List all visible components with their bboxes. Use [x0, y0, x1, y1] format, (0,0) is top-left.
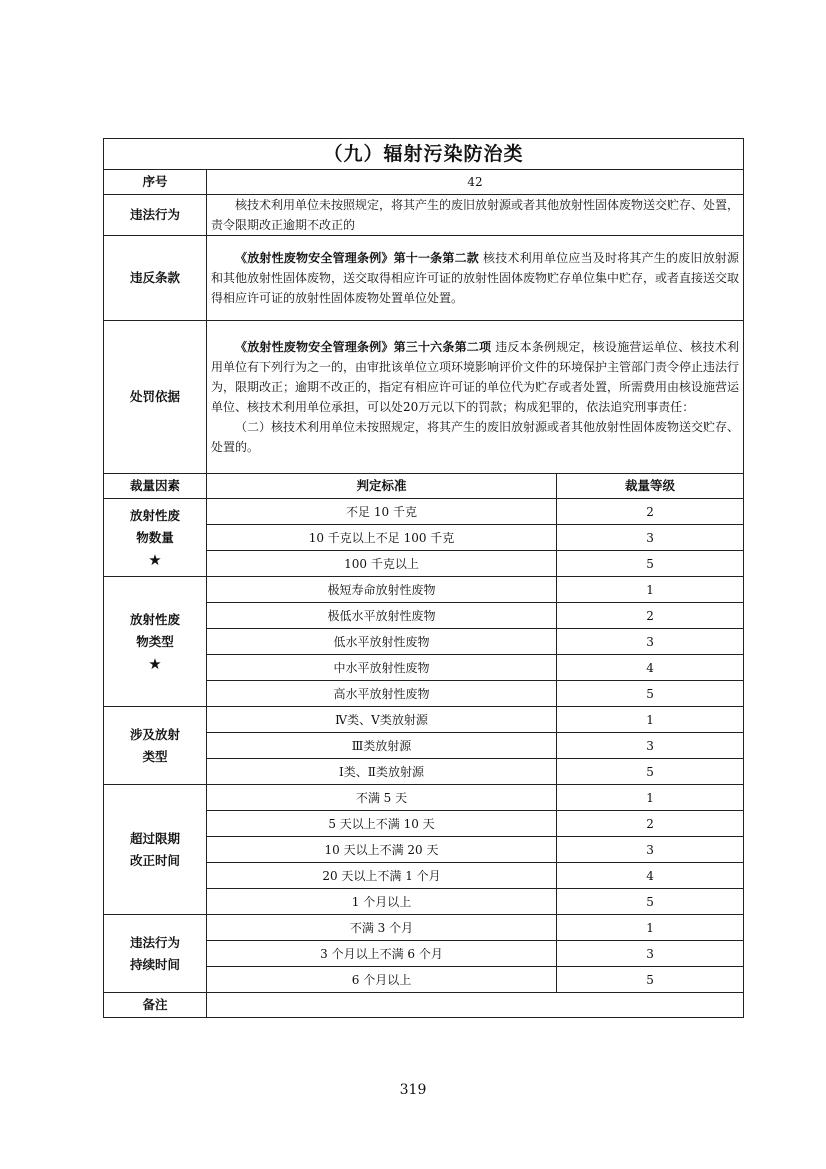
criteria-cell: 低水平放射性废物: [207, 629, 557, 655]
serial-value: 42: [207, 170, 744, 195]
discretion-table: [103, 138, 744, 1018]
criteria-cell: 3 个月以上不满 6 个月: [207, 941, 557, 967]
level-cell: 2: [557, 499, 744, 525]
violated-clause-law: 《放射性废物安全管理条例》第十一条第二款: [235, 251, 479, 265]
criteria-cell: Ⅰ类、Ⅱ类放射源: [207, 759, 557, 785]
header-criteria: 判定标准: [207, 474, 557, 499]
page-number: 319: [399, 1082, 427, 1098]
factor-name-cell: [104, 785, 207, 915]
level-cell: 5: [557, 759, 744, 785]
header-factor: 裁量因素: [104, 474, 207, 499]
level-cell: 5: [557, 551, 744, 577]
level-cell: 2: [557, 811, 744, 837]
serial-label: 序号: [104, 170, 207, 195]
level-cell: 4: [557, 863, 744, 889]
violation-label: 违法行为: [104, 195, 207, 236]
table-row: [104, 707, 744, 733]
criteria-cell: 1 个月以上: [207, 889, 557, 915]
violated-clause-text: 核技术利用单位应当及时将其产生的废旧放射源和其他放射性固体废物，送交取得相应许可证的放射性固体废物贮存单位集中贮存，或者直接送交取得相应许可证的放射性固体废物处置单位处置。: [211, 251, 740, 305]
violated-clause-cell: [207, 236, 744, 321]
factor-rows: [104, 499, 744, 993]
level-cell: 3: [557, 525, 744, 551]
criteria-cell: 6 个月以上: [207, 967, 557, 993]
criteria-cell: 极短寿命放射性废物: [207, 577, 557, 603]
level-cell: 4: [557, 655, 744, 681]
criteria-cell: 10 天以上不满 20 天: [207, 837, 557, 863]
table-title: （九）辐射污染防治类: [104, 139, 744, 170]
criteria-cell: 中水平放射性废物: [207, 655, 557, 681]
factor-name-cell: [104, 577, 207, 707]
criteria-cell: 不满 5 天: [207, 785, 557, 811]
level-cell: 1: [557, 785, 744, 811]
violation-cell: [207, 195, 744, 236]
factor-name: 放射性废物类型: [129, 611, 180, 649]
table-row: [104, 785, 744, 811]
criteria-cell: Ⅲ类放射源: [207, 733, 557, 759]
criteria-cell: 10 千克以上不足 100 千克: [207, 525, 557, 551]
level-cell: 5: [557, 681, 744, 707]
criteria-cell: 不足 10 千克: [207, 499, 557, 525]
remarks-value: [207, 993, 744, 1018]
factor-name: 放射性废物数量: [129, 507, 180, 545]
violated-clause-label: 违反条款: [104, 236, 207, 321]
table-row: [104, 915, 744, 941]
penalty-basis-text: 违反本条例规定，核设施营运单位、核技术利用单位有下列行为之一的，由审批该单位立项环境影响评价文件的环境保护主管部门责令停止违法行为，限期改正；逾期不改正的，指定有相应许可证的单位代为贮存或者处置，所需费用由核设施营运单位、核技术利用单位承担，可以处20万元以下的罚款；构成犯罪的，依法追究刑事责任：: [211, 340, 740, 414]
factor-name: 涉及放射类型: [129, 726, 180, 764]
factor-name-cell: [104, 499, 207, 577]
criteria-cell: 20 天以上不满 1 个月: [207, 863, 557, 889]
level-cell: 2: [557, 603, 744, 629]
penalty-basis-law: 《放射性废物安全管理条例》第三十六条第二项: [235, 340, 492, 354]
level-cell: 3: [557, 629, 744, 655]
criteria-cell: 5 天以上不满 10 天: [207, 811, 557, 837]
factor-name-cell: [104, 915, 207, 993]
remarks-label: 备注: [104, 993, 207, 1018]
level-cell: 5: [557, 967, 744, 993]
factor-name: 超过限期改正时间: [129, 830, 180, 868]
level-cell: 1: [557, 707, 744, 733]
penalty-basis-cell: [207, 321, 744, 474]
factor-name: 违法行为持续时间: [129, 934, 180, 972]
level-cell: 1: [557, 577, 744, 603]
level-cell: 3: [557, 837, 744, 863]
criteria-cell: 高水平放射性废物: [207, 681, 557, 707]
criteria-cell: 100 千克以上: [207, 551, 557, 577]
criteria-cell: Ⅳ类、Ⅴ类放射源: [207, 707, 557, 733]
table-row: [104, 577, 744, 603]
criteria-cell: 不满 3 个月: [207, 915, 557, 941]
criteria-cell: 极低水平放射性废物: [207, 603, 557, 629]
factor-name-cell: [104, 707, 207, 785]
penalty-basis-label: 处罚依据: [104, 321, 207, 474]
level-cell: 5: [557, 889, 744, 915]
star-icon: ★: [148, 550, 162, 569]
header-level: 裁量等级: [557, 474, 744, 499]
level-cell: 3: [557, 941, 744, 967]
penalty-basis-item: （二）核技术利用单位未按照规定，将其产生的废旧放射源或者其他放射性固体废物送交贮存、处置的。: [211, 420, 740, 454]
star-icon: ★: [148, 654, 162, 673]
table-row: [104, 499, 744, 525]
violation-text: 核技术利用单位未按照规定，将其产生的废旧放射源或者其他放射性固体废物送交贮存、处置，责令限期改正逾期不改正的: [211, 198, 740, 232]
level-cell: 1: [557, 915, 744, 941]
level-cell: 3: [557, 733, 744, 759]
